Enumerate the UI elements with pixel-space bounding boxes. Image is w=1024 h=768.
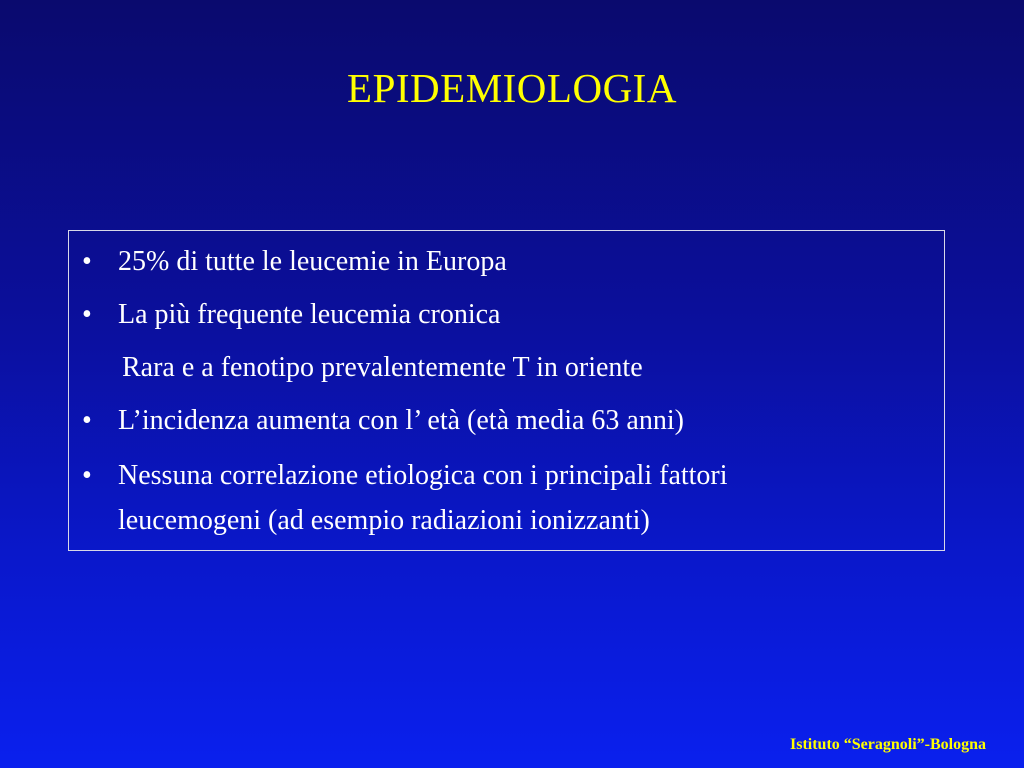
- bullet-marker: •: [82, 299, 92, 330]
- content-box: [68, 230, 945, 551]
- bullet-marker: •: [82, 460, 92, 491]
- sub-text: Rara e a fenotipo prevalentemente T in oriente: [122, 352, 643, 383]
- slide-title: EPIDEMIOLOGIA: [347, 65, 677, 111]
- footer-institution: Istituto “Seragnoli”-Bologna: [789, 736, 986, 753]
- bullet-text-line2: leucemogeni (ad esempio radiazioni ionizzanti): [118, 505, 650, 536]
- bullet-marker: •: [82, 405, 92, 436]
- bullet-text: L’incidenza aumenta con l’ età (età media 63 anni): [118, 405, 684, 436]
- bullet-marker: •: [82, 246, 92, 277]
- bullet-text: La più frequente leucemia cronica: [118, 299, 501, 330]
- bullet-text: 25% di tutte le leucemie in Europa: [118, 246, 507, 277]
- bullet-text-line1: Nessuna correlazione etiologica con i principali fattori: [118, 460, 728, 491]
